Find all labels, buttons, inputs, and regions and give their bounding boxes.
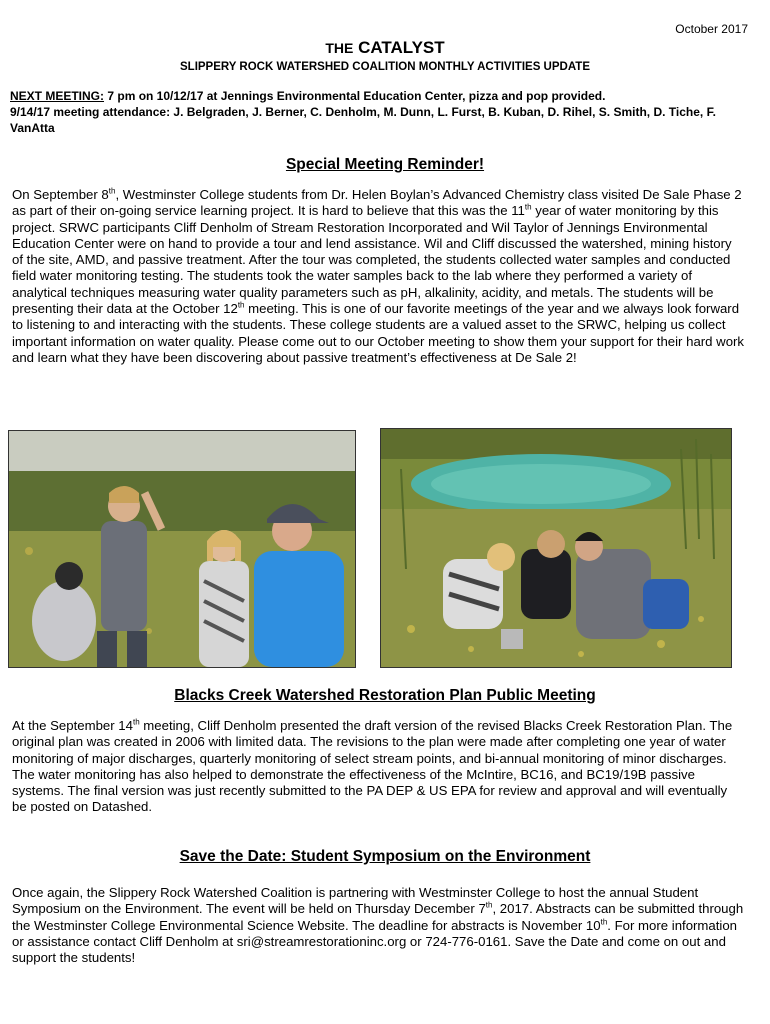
next-meeting-details: 7 pm on 10/12/17 at Jennings Environmental Education Center, pizza and pop provided.	[104, 89, 606, 103]
text-run: , 2017. Abstracts can be submitted through the Westminster College Environmental Science Website. The deadline for abstracts is November 10	[12, 901, 744, 933]
text-run: , Westminster College students from Dr. Helen Boylan’s Advanced Chemistry class visited De Sale Phase 2 as part of their on-going service learning project. It is hard to believe that this was the 11	[12, 187, 742, 219]
newsletter-title	[0, 38, 770, 58]
text-run: On September 8	[12, 187, 109, 202]
superscript: th	[600, 917, 608, 927]
section-heading-blacks-creek: Blacks Creek Watershed Restoration Plan Public Meeting	[174, 687, 596, 704]
next-meeting-label: NEXT MEETING:	[10, 89, 105, 103]
superscript: th	[108, 186, 116, 196]
section-body-save-the-date	[12, 885, 744, 966]
superscript: th	[524, 202, 532, 212]
next-meeting-block	[10, 88, 750, 136]
text-run: year of water monitoring by this project. SRWC participants Cliff Denholm of Stream Restoration Incorporated and Wil Taylor of Jennings Environmental Education Center were on hand to provide a tour and lend assistance. Wil and Cliff discussed the watershed, mining history of the site, AMD, and passive treatment. After the tour was completed, the students collected water samples and conducted field water monitoring testing. The students took the water samples back to the lab where they performed a variety of analytical techniques measuring water quality parameters such as pH, alkalinity, acidity, and metals. The students will be presenting their data at the October 12	[12, 203, 732, 317]
text-run: Once again, the Slippery Rock Watershed Coalition is partnering with Westminster College to host the annual Student Symposium on the Environment. The event will be held on Thursday December 7	[12, 885, 699, 917]
superscript: th	[132, 717, 140, 727]
photo-students-sampling-near-pond	[380, 428, 732, 668]
text-run: meeting, Cliff Denholm presented the draft version of the revised Blacks Creek Restoration Plan. The original plan was created in 2006 with limited data. The revisions to the plan were made after completing one year of water monitoring of major discharges, quarterly monitoring of select stream points, and bi-annual monitoring of minor discharges. The water monitoring has also helped to demonstrate the effectiveness of the McIntire, BC16, and BC19/19B passive systems. The final version was just recently submitted to the PA DEP & US EPA for review and approval and will eventually be posted on Datashed.	[12, 718, 733, 815]
newsletter-date: October 2017	[675, 22, 748, 36]
title-prefix: THE	[325, 40, 354, 56]
section-heading-save-the-date: Save the Date: Student Symposium on the Environment	[179, 848, 591, 865]
text-run: . For more information or assistance contact Cliff Denholm at sri@streamrestorationinc.org or 724-776-0161. Save the Date and come on out and support the students!	[12, 917, 737, 966]
superscript: th	[485, 900, 493, 910]
photo-students-in-meadow	[8, 430, 356, 668]
section-heading-special-meeting: Special Meeting Reminder!	[285, 156, 485, 173]
field-photo-pond-icon	[381, 429, 731, 667]
section-body-special-meeting	[12, 187, 744, 366]
newsletter-subtitle: SLIPPERY ROCK WATERSHED COALITION MONTHLY ACTIVITIES UPDATE	[180, 61, 590, 73]
superscript: th	[237, 300, 245, 310]
text-run: meeting. This is one of our favorite meetings of the year and we always look forward to listening to and interacting with the students. These college students are a valued asset to the SRWC, helping us collect important information on water quality. Please come out to our October meeting to show them your support for their hard work and learn what they have been discovering about passive treatment’s effectiveness at De Sale 2!	[12, 301, 745, 365]
meeting-attendance: 9/14/17 meeting attendance: J. Belgraden, J. Berner, C. Denholm, M. Dunn, L. Furst, B. Kuban, D. Rihel, S. Smith, D. Tiche, F. VanAtta	[10, 105, 716, 135]
field-photo-icon	[9, 431, 355, 667]
title-main: CATALYST	[358, 38, 445, 57]
section-body-blacks-creek	[12, 718, 744, 816]
text-run: At the September 14	[12, 718, 133, 733]
